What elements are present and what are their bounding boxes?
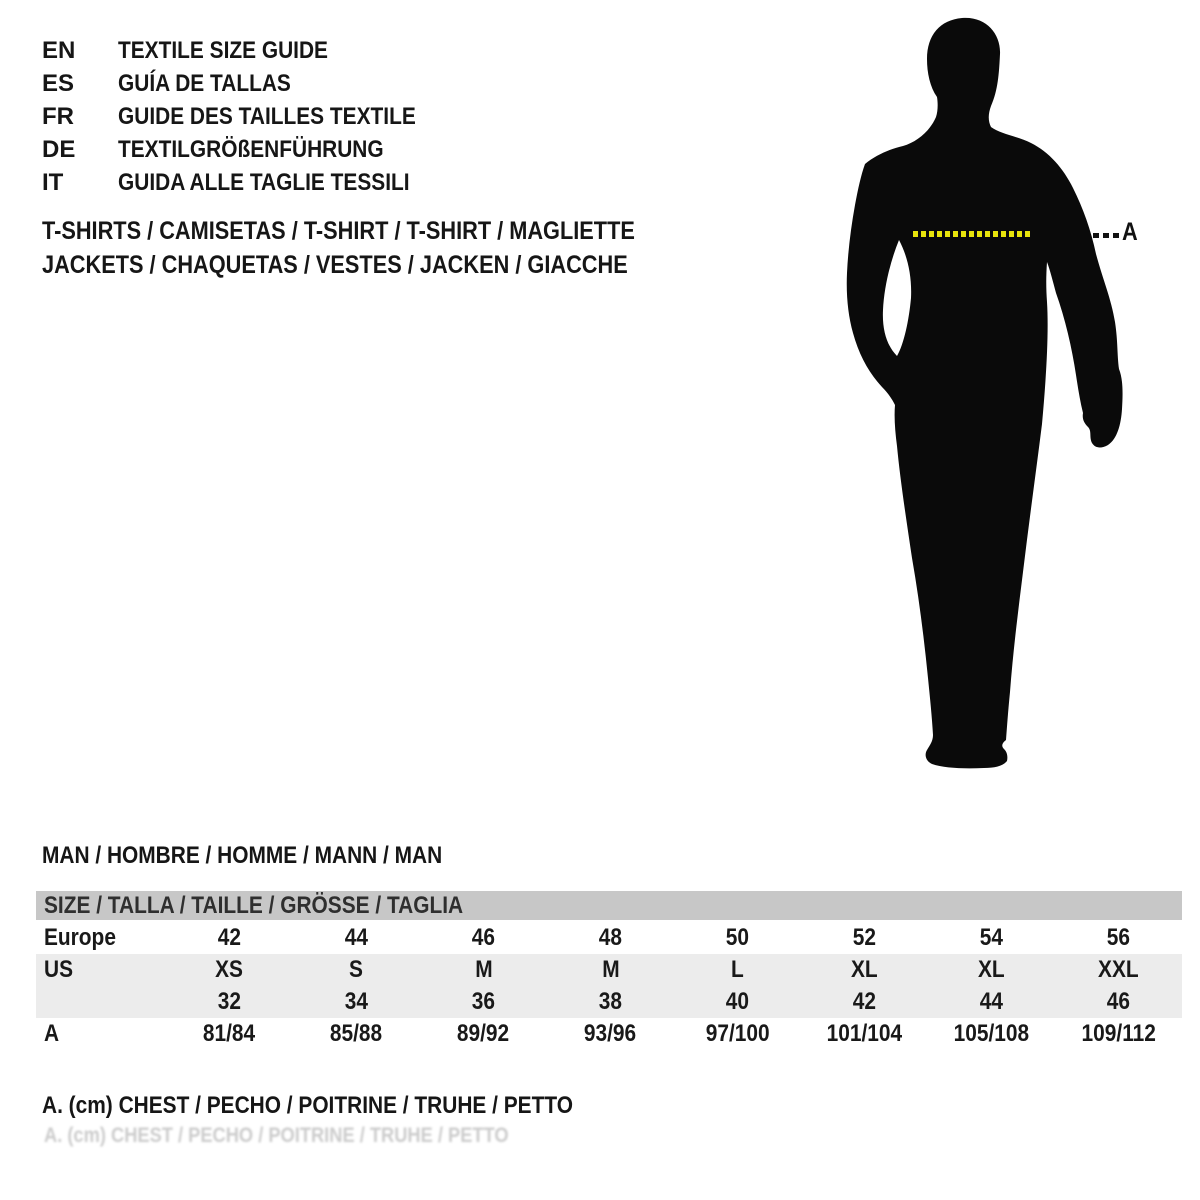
section-title-man: MAN / HOMBRE / HOMME / MANN / MAN [42, 842, 443, 869]
table-cell: 52 [852, 924, 877, 951]
language-title: GUIDE DES TAILLES TEXTILE [118, 103, 416, 130]
chest-measurement-dotted-line [913, 231, 1031, 237]
table-cell: 48 [598, 924, 623, 951]
table-row-europe [36, 922, 1182, 954]
table-cell: XL [851, 956, 878, 983]
language-title: GUÍA DE TALLAS [118, 70, 291, 97]
table-cell: 93/96 [584, 1020, 637, 1047]
table-cell: 101/104 [826, 1020, 903, 1047]
size-table-header: SIZE / TALLA / TAILLE / GRÖSSE / TAGLIA [36, 891, 1182, 920]
product-line-tshirts: T-SHIRTS / CAMISETAS / T-SHIRT / T-SHIRT / MAGLIETTE [42, 217, 635, 245]
table-cell: 105/108 [953, 1020, 1030, 1047]
language-code: IT [42, 169, 64, 196]
language-title-list [42, 34, 460, 199]
language-row-it [42, 166, 460, 199]
language-code: ES [42, 70, 75, 97]
table-cell: 81/84 [203, 1020, 256, 1047]
table-cell: 46 [471, 924, 496, 951]
man-silhouette [820, 0, 1200, 800]
table-cell: 50 [725, 924, 750, 951]
row-label: A [44, 1020, 60, 1047]
product-category-lines [42, 214, 723, 282]
table-cell: 44 [344, 924, 369, 951]
table-cell: 34 [344, 988, 369, 1015]
table-cell: 85/88 [330, 1020, 383, 1047]
size-table [36, 891, 1182, 1050]
table-cell: S [349, 956, 364, 983]
table-cell: 44 [979, 988, 1004, 1015]
row-label: US [44, 956, 74, 983]
table-cell: M [474, 956, 493, 983]
man-silhouette-figure [820, 0, 1200, 800]
language-row-de [42, 133, 460, 166]
table-cell: L [731, 956, 744, 983]
language-code: EN [42, 37, 76, 64]
table-cell: 89/92 [457, 1020, 510, 1047]
table-cell: 40 [725, 988, 750, 1015]
measurement-pointer-dashes [1093, 233, 1120, 238]
table-cell: 46 [1106, 988, 1131, 1015]
man-silhouette-path [847, 18, 1123, 769]
language-code: FR [42, 103, 74, 130]
table-row-us [36, 954, 1182, 986]
table-row-numeric [36, 986, 1182, 1018]
language-title: TEXTILE SIZE GUIDE [118, 37, 328, 64]
table-cell: 32 [217, 988, 242, 1015]
language-row-en [42, 34, 460, 67]
table-cell: M [601, 956, 620, 983]
table-cell: XL [978, 956, 1005, 983]
row-label: Europe [44, 924, 116, 951]
measurement-label-a: A [1122, 218, 1138, 246]
language-code: DE [42, 136, 76, 163]
table-cell: XXL [1098, 956, 1139, 983]
footnote-ghost-artifact: A. (cm) CHEST / PECHO / POITRINE / TRUHE / PETTO [44, 1124, 509, 1147]
table-cell: 97/100 [705, 1020, 770, 1047]
table-row-chest-a [36, 1018, 1182, 1050]
language-row-fr [42, 100, 460, 133]
table-cell: XS [215, 956, 244, 983]
language-row-es [42, 67, 460, 100]
chest-footnote: A. (cm) CHEST / PECHO / POITRINE / TRUHE / PETTO [42, 1092, 573, 1119]
table-cell: 42 [852, 988, 877, 1015]
table-cell: 36 [471, 988, 496, 1015]
table-cell: 38 [598, 988, 623, 1015]
row-label [36, 986, 166, 1018]
product-line-jackets: JACKETS / CHAQUETAS / VESTES / JACKEN / GIACCHE [42, 251, 628, 279]
language-title: GUIDA ALLE TAGLIE TESSILI [118, 169, 410, 196]
table-cell: 109/112 [1081, 1020, 1156, 1047]
table-cell: 54 [979, 924, 1004, 951]
language-title: TEXTILGRÖßENFÜHRUNG [118, 136, 384, 163]
table-cell: 56 [1106, 924, 1131, 951]
table-cell: 42 [217, 924, 242, 951]
